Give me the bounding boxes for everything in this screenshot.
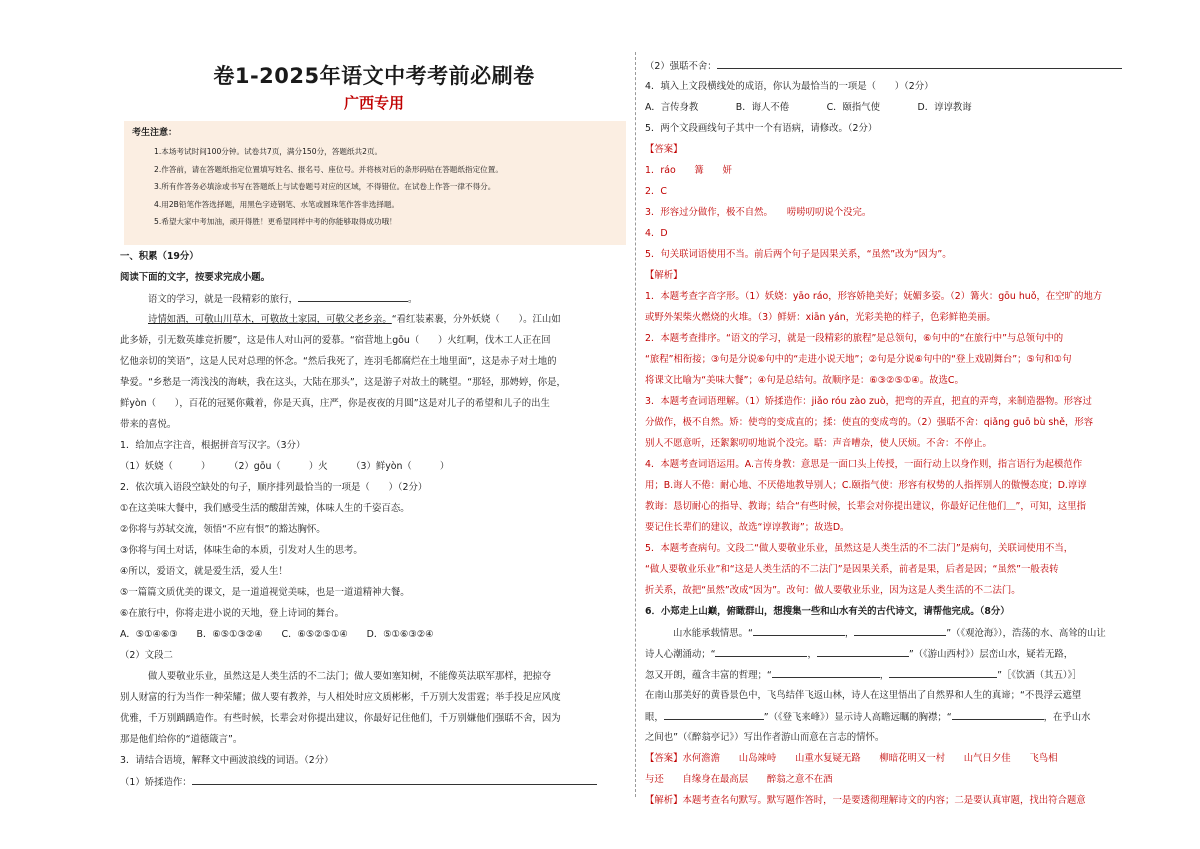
page-title: 卷1-2025年语文中考考前必刷卷 [213, 64, 535, 88]
passage-line: 别人财富的行为当作一种荣耀；做人要有教养，与人相处时应文质彬彬，千万别大发雷霆；举手投足应风度 [120, 692, 561, 703]
column-divider [635, 52, 636, 797]
answer-blank[interactable] [753, 626, 845, 636]
question-6: 6．小郑走上山巅，俯瞰群山，想搜集一些和山水有关的古代诗文，请帮他完成。（8分） [645, 606, 1010, 617]
analysis-line: 5．本题考查病句。文段二“做人要敬业乐业，虽然这是人类生活的不二法门”是病句，关联词使用不当， [645, 543, 1074, 554]
analysis-line: 或野外架柴火燃烧的火堆。（3）鲜妍：xiān yán，光彩美艳的样子，色彩鲜艳美丽。 [645, 312, 996, 323]
notice-item: 2.作答前，请在答题纸指定位置填写姓名、报名号、座位号。并将核对后的条形码贴在答题纸指定位置。 [154, 164, 503, 174]
question-2-item: ⑤一篇篇文质优美的课文，是一道道视觉美味，也是一道道精神大餐。 [120, 587, 410, 598]
analysis-line: 教诲：恳切耐心的指导、教诲；结合“有些时候，长辈会对你提出建议，你最好记住他们＿”，可知，这里指 [645, 501, 1086, 512]
question-2-options: A．⑤①④⑥③ B．⑥⑤①③②④ C．⑥⑤②⑤①④ D．⑤①⑥③②④ [120, 629, 434, 640]
analysis-line: “旅程”相衔接；③句是分说⑥句中的“走进小说天地”；②句是分说⑥句中的“登上戏剧舞台”；⑤句和①句 [645, 354, 1072, 365]
question-6-line: 在南山那美好的黄昏景色中，飞鸟结伴飞返山林，诗人在这里悟出了自然界和人生的真谛；“不畏浮云遮望 [645, 690, 1082, 701]
answer-blank[interactable] [952, 710, 1044, 720]
passage-line: 那是他们给你的“道德箴言”。 [120, 734, 243, 745]
question-4: 4．填入上文段横线处的成语，你认为最恰当的一项是（ ）（2分） [645, 81, 934, 92]
question-2: 2．依次填入语段空缺处的句子，顺序排列最恰当的一项是（ ）（2分） [120, 482, 428, 493]
question-6-line: 忽又开朗，蕴含丰富的哲理；“ ， ”［《饮酒（其五）》］ [645, 670, 1082, 681]
answer-5: 5．句关联词语使用不当。前后两个句子是因果关系，“虽然”改为“因为”。 [645, 249, 952, 260]
answer-blank[interactable] [664, 710, 764, 720]
analysis-line: 4．本题考查词语运用。A.言传身教：意思是一面口头上传授，一面行动上以身作则，指言语行为起模范作 [645, 459, 1083, 470]
question-3-2: （2）强聒不舍： [645, 59, 1122, 74]
passage-line: 挚爱。“乡愁是一湾浅浅的海峡，我在这头，大陆在那头”，这是游子对故土的眺望。“那轻，那娉婷，你是， [120, 377, 566, 388]
passage-line: 鲜yòn（ ），百花的冠冕你戴着，你是天真，庄严，你是夜夜的月圆”这是对儿子的希望和儿子的出生 [120, 398, 550, 409]
passage-line: 优雅，千万别踽踽造作。有些时候，长辈会对你提出建议，你最好记住他们，千万别嫌他们强聒不舍，因为 [120, 713, 561, 724]
analysis-line: 分做作，极不自然。矫：使弯的变成直的；揉：使直的变成弯的。（2）强聒不舍：qiǎng guō bù shě，形容 [645, 417, 1094, 428]
question-2-item: ④所以，爱语文，就是爱生活，爱人生！ [120, 566, 288, 577]
analysis-line: “做人要敬业乐业”和“这是人类生活的不二法门”是因果关系，前者是果，后者是因；“虽然”一般表转 [645, 564, 1059, 575]
section-heading: 一、积累（19分） [120, 251, 199, 262]
answer-3: 3．形容过分做作，极不自然。 唠唠叨叨说个没完。 [645, 207, 872, 218]
analysis-label: 【解析】 [645, 270, 683, 281]
question-3-1: （1）矫揉造作： [120, 775, 597, 790]
answer-label: 【答案】 [645, 144, 683, 155]
answer-blank[interactable] [298, 292, 408, 302]
answer-blank[interactable] [817, 647, 909, 657]
passage-line: 忆他亲切的笑语”，这是人民对总理的怀念。“然后我死了，连羽毛都腐烂在土地里面”，这是赤子对土地的 [120, 356, 557, 367]
answer-blank[interactable] [772, 668, 880, 678]
question-2-item: ⑥在旅行中，你将走进小说的天地，登上诗词的舞台。 [120, 608, 345, 619]
answer-4: 4．D [645, 228, 668, 239]
analysis-line: 3．本题考查词语理解。（1）矫揉造作：jiǎo róu zào zuò，把弯的弄直，把直的弄弯，来制造器物。形容过 [645, 396, 1092, 407]
answer-blank[interactable] [717, 59, 1122, 69]
notice-item: 4.用2B铅笔作答选择题，用黑色字迹钢笔、水笔或圆珠笔作答非选择题。 [154, 199, 400, 209]
answer-blank[interactable] [854, 626, 946, 636]
question-6-analysis: 【解析】本题考查名句默写。默写题作答时，一是要透彻理解诗文的内容；二是要认真审题，找出符合题意 [645, 795, 1086, 806]
question-2-item: ①在这美味大餐中，我们感受生活的酸甜苦辣，体味人生的千姿百态。 [120, 503, 410, 514]
passage-line: 语文的学习，就是一段精彩的旅行， 。 [148, 294, 418, 305]
question-2-item: ③你将与闰土对话，体味生命的本质，引发对人生的思考。 [120, 545, 363, 556]
question-4-options: A．言传身教 B．诲人不倦 C．颐指气使 D．谆谆教诲 [645, 102, 972, 113]
passage-label: （2）文段二 [120, 650, 173, 661]
answer-1: 1．ráo 篝 妍 [645, 165, 732, 176]
notice-item: 5.希望大家中考加油，顽开得胜！更希望同样中考的你能够取得成功哦！ [154, 217, 397, 226]
page-subtitle: 广西专用 [343, 94, 404, 112]
question-3: 3．请结合语境，解释文中画波浪线的词语。（2分） [120, 755, 334, 766]
question-1-options: （1）妖娆（ ） （2）gōu（ ）火 （3）鲜yòn（ ） [120, 461, 450, 472]
instruction: 阅读下面的文字，按要求完成小题。 [120, 272, 271, 283]
analysis-line: 别人不愿意听，还絮絮叨叨地说个没完。聒：声音嘈杂，使人厌烦。不舍：不停止。 [645, 438, 992, 449]
notice-item: 3.所有作答务必填涂或书写在答题纸上与试卷题号对应的区域，不得错位。在试卷上作答一律不得分。 [154, 182, 496, 191]
passage-line: 诗情如酒，可敬山川草木，可敬故土家园，可敬父老乡亲。“看红装素裹，分外妖娆（ ）。江山如 [148, 314, 561, 325]
answer-2: 2．C [645, 186, 667, 197]
notice-item: 1.本场考试时间100分钟。试卷共7页，满分150分，答题纸共2页。 [154, 147, 383, 156]
exam-notice-box [124, 121, 626, 245]
analysis-line: 用；B.诲人不倦：耐心地、不厌倦地教导别人；C.颐指气使：形容有权势的人指挥别人的傲慢态度；D.谆谆 [645, 480, 1087, 491]
notice-heading: 考生注意： [132, 128, 178, 138]
answer-blank[interactable] [889, 668, 997, 678]
answer-blank[interactable] [192, 775, 597, 785]
answer-blank[interactable] [715, 647, 807, 657]
question-1: 1．给加点字注音，根据拼音写汉字。（3分） [120, 440, 306, 451]
analysis-line: 要记住长辈们的建议，故选“谆谆教诲”；故选D。 [645, 522, 850, 533]
analysis-line: 1．本题考查字音字形。（1）妖娆：yāo ráo，形容娇艳美好；妩媚多姿。（2）篝火：gōu huǒ，在空旷的地方 [645, 291, 1103, 302]
passage-line: 做人要敬业乐业，虽然这是人类生活的不二法门；做人要如塞知树，不能像英法联军那样，把掠夺 [148, 671, 552, 682]
question-6-line: 山水能承载情思。“ ， ”（《观沧海》），浩荡的水、高耸的山让 [673, 628, 1106, 639]
question-6-line: 之间也”（《醉翁亭记》）写出作者游山而意在言志的情怀。 [645, 732, 885, 743]
question-6-answer: 与还 自缘身在最高层 醉翁之意不在酒 [645, 774, 833, 785]
analysis-line: 将课文比喻为“美味大餐”；④句是总结句。故顺序是：⑥③②⑤①④。故选C。 [645, 375, 964, 386]
passage-line: 此多娇，引无数英雄竞折腰”，这是伟人对山河的爱慕。“宿营地上gōu（ ）火红啊，伐木工人正在回 [120, 335, 551, 346]
question-6-line: 诗人心潮涌动；“ ， ”（《游山西村》）层峦山水，疑若无路， [645, 649, 1074, 660]
question-6-answer: 【答案】水何澹澹 山岛竦峙 山重水复疑无路 柳暗花明又一村 山气日夕佳 飞鸟相 [645, 753, 1058, 764]
question-5: 5．两个文段画线句子其中一个有语病，请修改。（2分） [645, 123, 878, 134]
question-2-item: ②你将与苏轼交流，领悟“不应有恨”的豁达胸怀。 [120, 524, 326, 535]
passage-line: 带来的喜悦。 [120, 419, 177, 430]
analysis-line: 折关系，故把“虽然”改成“因为”。改句：做人要敬业乐业，因为这是人类生活的不二法门。 [645, 585, 1021, 596]
question-6-line: 眼， ”（《登飞来峰》）显示诗人高瞻远瞩的胸襟；“ ，在乎山水 [645, 712, 1091, 723]
analysis-line: 2．本题考查排序。“语文的学习，就是一段精彩的旅程”是总领句，⑥句中的“在旅行中”与总领句中的 [645, 333, 1064, 344]
